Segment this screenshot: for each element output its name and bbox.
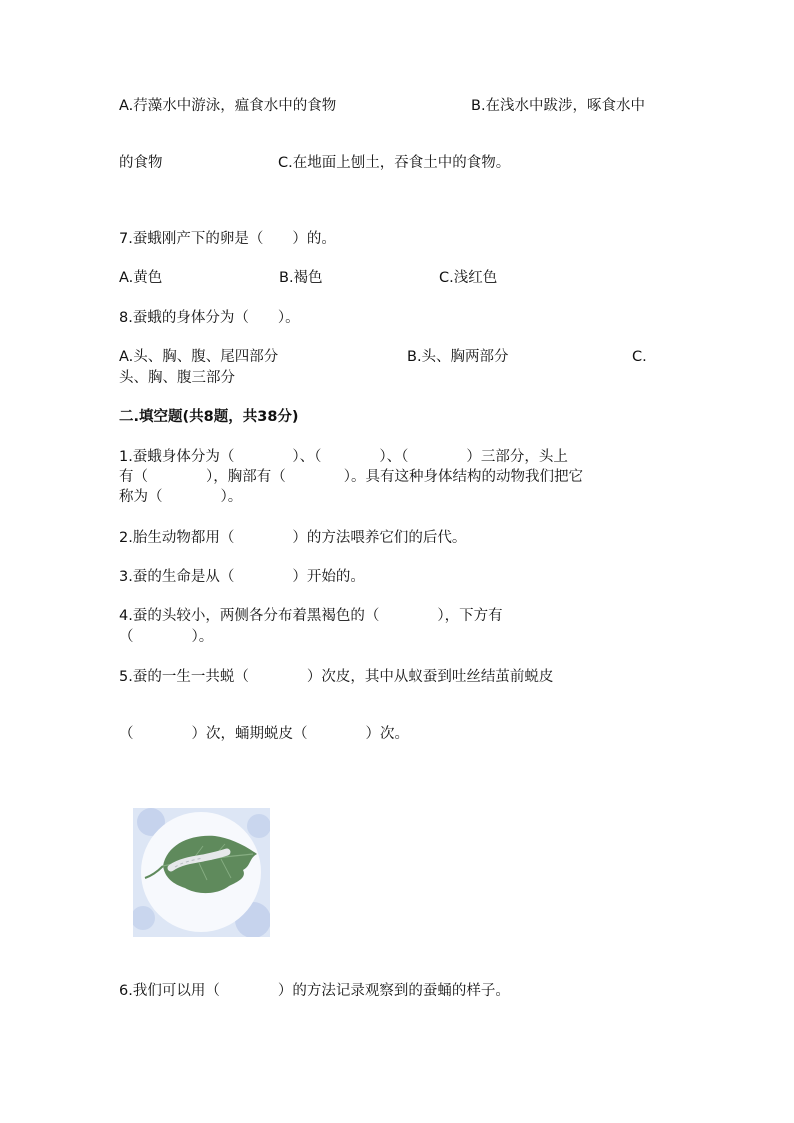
silkworm-on-leaf-icon	[133, 808, 270, 937]
q7-stem: 7.蚕蛾刚产下的卵是（ ）的。	[119, 231, 336, 247]
fill-q1-line1: 1.蚕蛾身体分为（ ）、（ ）、（ ）三部分，头上	[119, 449, 568, 465]
q7-option-b: B.褐色	[279, 270, 323, 286]
q7-option-a: A.黄色	[119, 270, 163, 286]
silkworm-leaf-picture	[133, 808, 270, 937]
q6-option-b: B.在浅水中跋涉，啄食水中	[471, 98, 646, 114]
q8-option-b: B.头、胸两部分	[407, 349, 509, 365]
fill-q5-line2: （ ）次，蛹期蜕皮（ ）次。	[119, 726, 409, 742]
fill-q4-line2: （ ）。	[119, 629, 214, 645]
q8-stem: 8.蚕蛾的身体分为（ ）。	[119, 310, 300, 326]
fill-q2: 2.胎生动物都用（ ）的方法喂养它们的后代。	[119, 530, 467, 546]
q8-option-a: A.头、胸、腹、尾四部分	[119, 349, 279, 365]
fill-q5-line1: 5.蚕的一生一共蜕（ ）次皮，其中从蚁蚕到吐丝结茧前蜕皮	[119, 669, 554, 685]
fill-q6: 6.我们可以用（ ）的方法记录观察到的蚕蛹的样子。	[119, 983, 510, 999]
fill-q3: 3.蚕的生命是从（ ）开始的。	[119, 569, 365, 585]
q8-option-c-continued: 头、胸、腹三部分	[119, 370, 235, 386]
fill-q4-line1: 4.蚕的头较小，两侧各分布着黑褐色的（ ），下方有	[119, 608, 503, 624]
q8-option-c: C.	[632, 349, 647, 365]
section-title: 二.填空题(共8题，共38分)	[119, 409, 299, 425]
q6-option-a: A.荇藻水中游泳，瘟食水中的食物	[119, 98, 337, 114]
q6-option-c: C.在地面上刨土，吞食土中的食物。	[278, 155, 511, 171]
fill-q1-line2: 有（ ），胸部有（ ）。具有这种身体结构的动物我们把它	[119, 469, 583, 485]
q7-option-c: C.浅红色	[439, 270, 498, 286]
q6-option-b-continued: 的食物	[119, 155, 163, 171]
fill-q1-line3: 称为（ ）。	[119, 489, 243, 505]
